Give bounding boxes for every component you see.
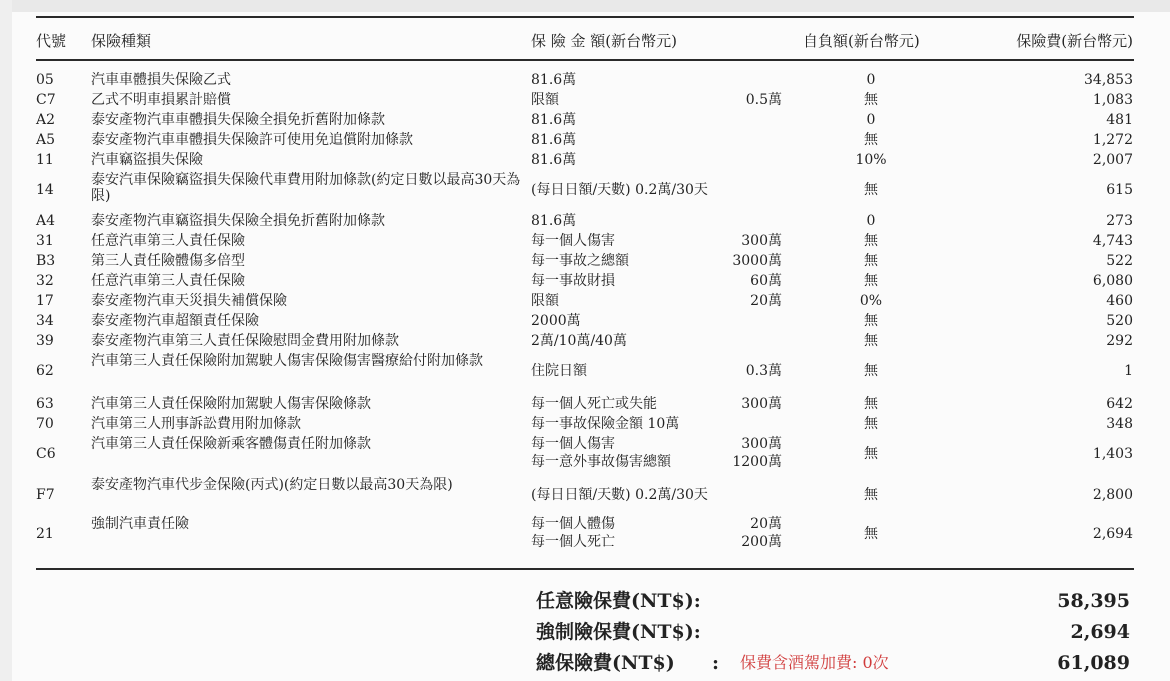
row-premium: 481 bbox=[1106, 112, 1133, 128]
row-code: 17 bbox=[36, 293, 54, 309]
row-amount-label: 每一個人體傷 bbox=[531, 516, 615, 532]
row-deductible: 無 bbox=[864, 396, 878, 412]
row-deductible: 0 bbox=[866, 72, 876, 88]
row-amount-label: 每一個人死亡 bbox=[531, 534, 615, 550]
header-rule bbox=[36, 59, 1134, 61]
table-row bbox=[0, 416, 1170, 432]
row-deductible: 0% bbox=[859, 293, 883, 309]
header-type: 保險種類 bbox=[91, 32, 152, 50]
row-coverage-name: 汽車第三人責任保險附加駕駛人傷害保險傷害醫療給付附加條款 bbox=[91, 353, 483, 369]
row-amount-label: 限額 bbox=[531, 92, 559, 108]
row-coverage-name: 泰安產物汽車車體損失保險許可使用免追償附加條款 bbox=[91, 132, 413, 148]
row-premium: 6,080 bbox=[1092, 273, 1133, 289]
row-deductible: 無 bbox=[864, 416, 878, 432]
row-code: F7 bbox=[36, 487, 55, 503]
row-coverage-name: 泰安產物汽車車體損失保險全損免折舊附加條款 bbox=[91, 112, 385, 128]
row-deductible: 無 bbox=[864, 333, 878, 349]
row-deductible: 無 bbox=[864, 313, 878, 329]
row-coverage-name: 強制汽車責任險 bbox=[91, 516, 189, 532]
row-coverage-name: 汽車車體損失保險乙式 bbox=[91, 72, 231, 88]
row-deductible: 無 bbox=[864, 487, 878, 503]
table-row bbox=[0, 436, 1170, 472]
row-amount-label: 每一事故保險金額 10萬 bbox=[531, 416, 680, 432]
row-premium: 292 bbox=[1106, 333, 1133, 349]
row-code: 31 bbox=[36, 233, 54, 249]
optional-premium-value: 58,395 bbox=[1057, 590, 1130, 612]
row-deductible: 0 bbox=[866, 112, 876, 128]
row-premium: 2,694 bbox=[1092, 526, 1133, 542]
row-premium: 642 bbox=[1106, 396, 1133, 412]
table-row bbox=[0, 477, 1170, 513]
table-row bbox=[0, 253, 1170, 269]
row-amount-value: 0.5萬 bbox=[745, 92, 782, 108]
row-amount-label: 81.6萬 bbox=[531, 72, 577, 88]
header-amount: 保 險 金 額(新台幣元) bbox=[531, 32, 678, 50]
row-code: 63 bbox=[36, 396, 54, 412]
row-deductible: 10% bbox=[855, 152, 887, 168]
row-amount-label: 每一個人死亡或失能 bbox=[531, 396, 657, 412]
row-amount-label: 住院日額 bbox=[531, 363, 587, 379]
table-row bbox=[0, 233, 1170, 249]
row-amount-label: (每日日額/天數) 0.2萬/30天 bbox=[531, 487, 708, 503]
row-amount-label: 限額 bbox=[531, 293, 559, 309]
row-amount-label: (每日日額/天數) 0.2萬/30天 bbox=[531, 182, 708, 198]
row-premium: 1,403 bbox=[1092, 446, 1133, 462]
table-row bbox=[0, 132, 1170, 148]
row-code: 32 bbox=[36, 273, 54, 289]
table-row bbox=[0, 353, 1170, 389]
row-deductible: 無 bbox=[864, 446, 878, 462]
row-coverage-name: 泰安產物汽車第三人責任保險慰問金費用附加條款 bbox=[91, 333, 399, 349]
row-coverage-name: 泰安產物汽車超額責任保險 bbox=[91, 313, 259, 329]
row-amount-label: 每一事故之總額 bbox=[531, 253, 629, 269]
table-row bbox=[0, 213, 1170, 229]
row-code: 70 bbox=[36, 416, 54, 432]
row-coverage-name: 汽車第三人刑事訴訟費用附加條款 bbox=[91, 416, 301, 432]
row-amount-value: 20萬 bbox=[750, 293, 782, 309]
row-premium: 34,853 bbox=[1084, 72, 1133, 88]
row-coverage-name: 乙式不明車損累計賠償 bbox=[91, 92, 231, 108]
row-coverage-name: 第三人責任險體傷多倍型 bbox=[91, 253, 245, 269]
row-code: A5 bbox=[36, 132, 56, 148]
row-code: 21 bbox=[36, 526, 54, 542]
row-code: 62 bbox=[36, 363, 54, 379]
table-row bbox=[0, 152, 1170, 168]
row-code: B3 bbox=[36, 253, 56, 269]
row-deductible: 無 bbox=[864, 253, 878, 269]
row-code: A4 bbox=[36, 213, 56, 229]
row-amount-value: 0.3萬 bbox=[745, 363, 782, 379]
row-amount-label: 2000萬 bbox=[531, 313, 581, 329]
row-coverage-name: 泰安汽車保險竊盜損失保險代車費用附加條款(約定日數以最高30天為限) bbox=[91, 172, 521, 204]
row-premium: 2,007 bbox=[1092, 152, 1133, 168]
row-amount-label: 2萬/10萬/40萬 bbox=[531, 333, 627, 349]
row-amount-value: 300萬 bbox=[741, 396, 782, 412]
row-premium: 273 bbox=[1106, 213, 1133, 229]
row-coverage-name: 泰安產物汽車竊盜損失保險全損免折舊附加條款 bbox=[91, 213, 385, 229]
row-amount-value: 3000萬 bbox=[732, 253, 782, 269]
row-amount-value: 60萬 bbox=[750, 273, 782, 289]
row-code: C6 bbox=[36, 446, 56, 462]
compulsory-premium-label: 強制險保費(NT$): bbox=[536, 621, 701, 643]
row-code: 39 bbox=[36, 333, 54, 349]
row-premium: 1,083 bbox=[1092, 92, 1133, 108]
row-deductible: 無 bbox=[864, 233, 878, 249]
row-amount-label: 81.6萬 bbox=[531, 152, 577, 168]
row-code: 34 bbox=[36, 313, 54, 329]
total-premium-value: 61,089 bbox=[1057, 652, 1130, 674]
row-deductible: 無 bbox=[864, 273, 878, 289]
table-row bbox=[0, 396, 1170, 412]
table-row bbox=[0, 516, 1170, 552]
table-row bbox=[0, 273, 1170, 289]
row-coverage-name: 任意汽車第三人責任保險 bbox=[91, 273, 245, 289]
table-row bbox=[0, 293, 1170, 309]
row-premium: 4,743 bbox=[1092, 233, 1133, 249]
row-premium: 1,272 bbox=[1092, 132, 1133, 148]
top-rule bbox=[36, 16, 1134, 18]
page-edge-top bbox=[0, 0, 1170, 12]
total-premium-label: 總保險費(NT$) bbox=[536, 652, 675, 674]
row-amount-value: 300萬 bbox=[741, 233, 782, 249]
row-amount-label: 每一個人傷害 bbox=[531, 233, 615, 249]
row-amount-value: 200萬 bbox=[741, 534, 782, 550]
header-premium: 保險費(新台幣元) bbox=[1016, 32, 1133, 50]
row-coverage-name: 汽車第三人責任保險新乘客體傷責任附加條款 bbox=[91, 436, 371, 452]
row-deductible: 無 bbox=[864, 363, 878, 379]
row-amount-value: 1200萬 bbox=[732, 454, 782, 470]
drunk-driving-surcharge-note: 保費含酒駕加費: 0次 bbox=[740, 653, 889, 672]
header-deductible: 自負額(新台幣元) bbox=[803, 32, 920, 50]
row-coverage-name: 汽車第三人責任保險附加駕駛人傷害保險條款 bbox=[91, 396, 371, 412]
row-amount-label: 81.6萬 bbox=[531, 213, 577, 229]
table-row bbox=[0, 172, 1170, 208]
table-row bbox=[0, 313, 1170, 329]
row-coverage-name: 任意汽車第三人責任保險 bbox=[91, 233, 245, 249]
header-code: 代號 bbox=[36, 32, 67, 50]
row-deductible: 無 bbox=[864, 182, 878, 198]
row-amount-value: 20萬 bbox=[750, 516, 782, 532]
table-row bbox=[0, 92, 1170, 108]
row-premium: 615 bbox=[1106, 182, 1133, 198]
table-row bbox=[0, 112, 1170, 128]
row-code: A2 bbox=[36, 112, 56, 128]
compulsory-premium-value: 2,694 bbox=[1070, 621, 1130, 643]
row-amount-label: 每一事故財損 bbox=[531, 273, 615, 289]
row-coverage-name: 汽車竊盜損失保險 bbox=[91, 152, 203, 168]
row-premium: 522 bbox=[1106, 253, 1133, 269]
row-deductible: 無 bbox=[864, 526, 878, 542]
row-code: 14 bbox=[36, 182, 54, 198]
row-amount-value: 300萬 bbox=[741, 436, 782, 452]
row-amount-label: 每一意外事故傷害總額 bbox=[531, 454, 671, 470]
row-deductible: 無 bbox=[864, 132, 878, 148]
row-code: C7 bbox=[36, 92, 56, 108]
bottom-rule bbox=[36, 568, 1134, 570]
total-colon: : bbox=[712, 652, 720, 674]
row-code: 05 bbox=[36, 72, 54, 88]
row-premium: 460 bbox=[1106, 293, 1133, 309]
row-coverage-name: 泰安產物汽車天災損失補償保險 bbox=[91, 293, 287, 309]
row-premium: 1 bbox=[1124, 363, 1133, 379]
row-premium: 2,800 bbox=[1092, 487, 1133, 503]
row-premium: 348 bbox=[1106, 416, 1133, 432]
row-deductible: 0 bbox=[866, 213, 876, 229]
row-amount-label: 81.6萬 bbox=[531, 132, 577, 148]
row-amount-label: 81.6萬 bbox=[531, 112, 577, 128]
table-row bbox=[0, 333, 1170, 349]
row-deductible: 無 bbox=[864, 92, 878, 108]
row-premium: 520 bbox=[1106, 313, 1133, 329]
row-amount-label: 每一個人傷害 bbox=[531, 436, 615, 452]
table-row bbox=[0, 72, 1170, 88]
optional-premium-label: 任意險保費(NT$): bbox=[536, 590, 701, 612]
row-coverage-name: 泰安產物汽車代步金保險(丙式)(約定日數以最高30天為限) bbox=[91, 477, 453, 493]
row-code: 11 bbox=[36, 152, 54, 168]
